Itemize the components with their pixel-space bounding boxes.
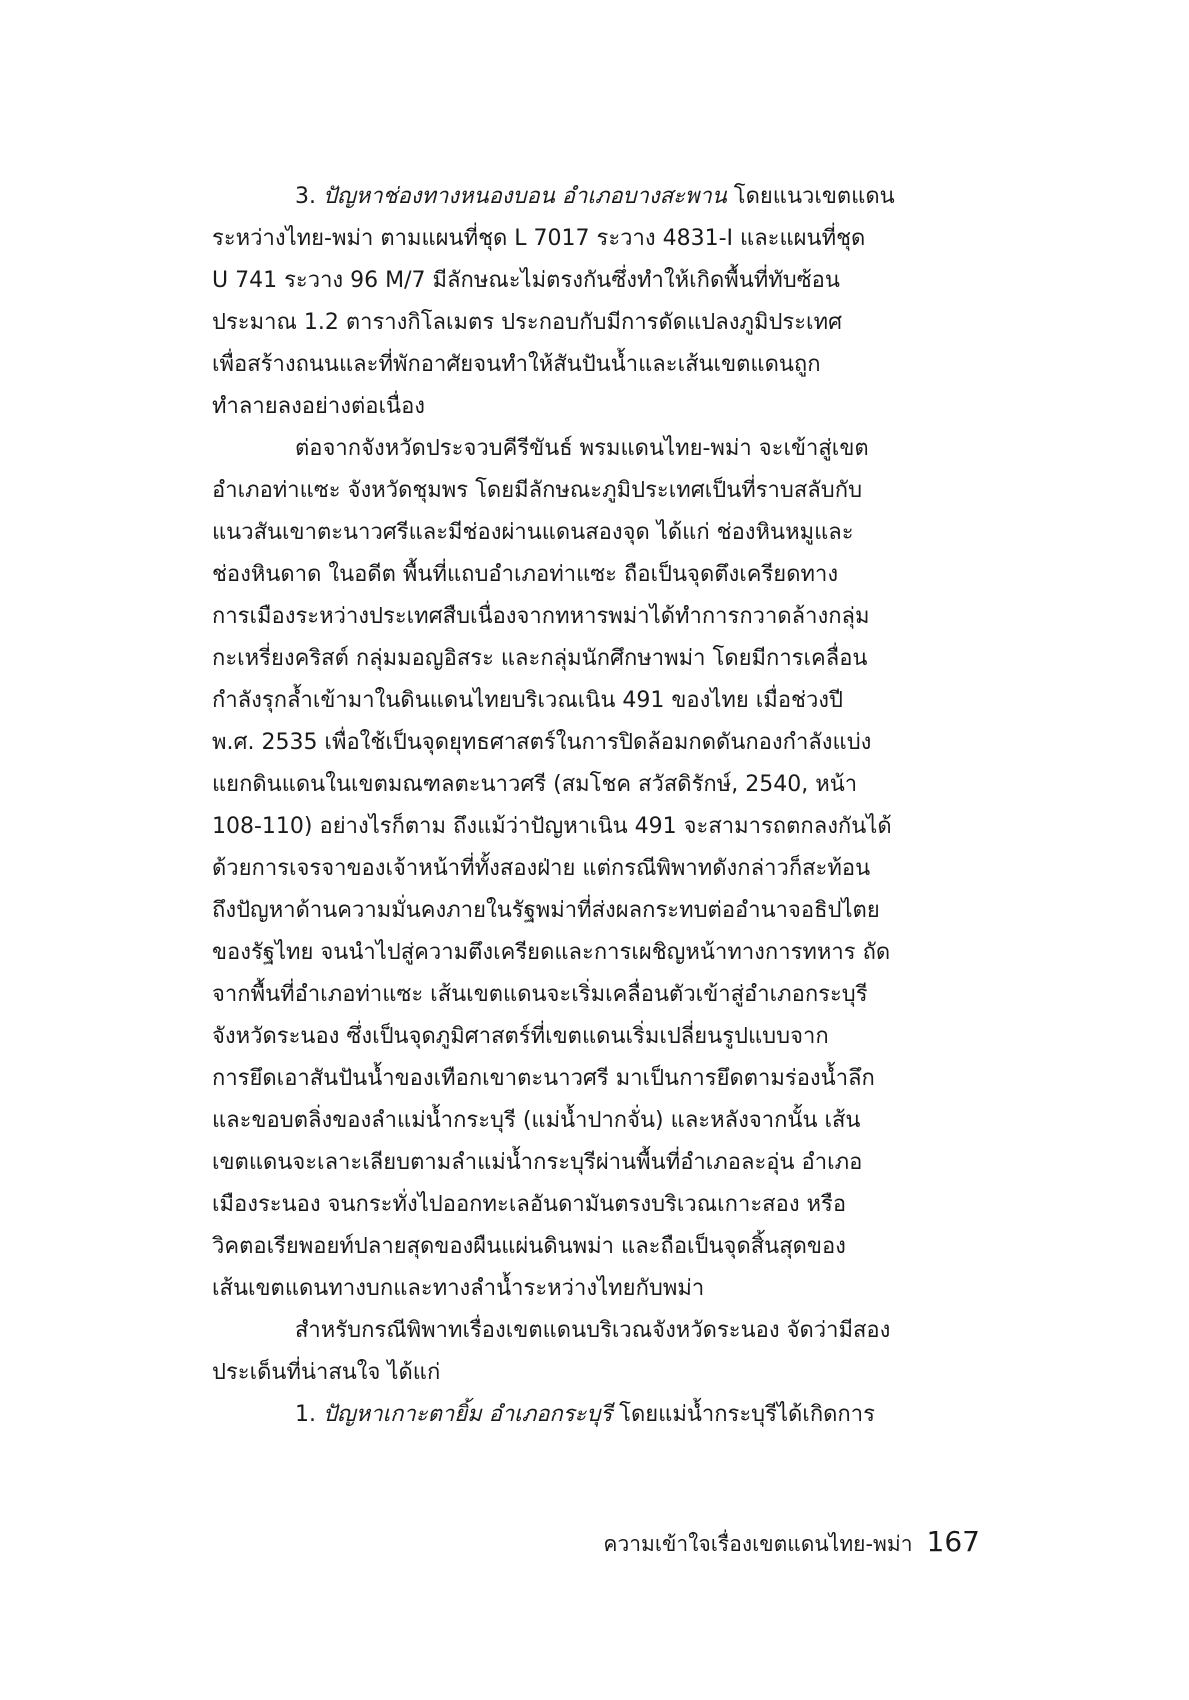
paragraph-2-line-8: พ.ศ. 2535 เพื่อใช้เป็นจุดยุทธศาสตร์ในการปิดล้อมกดดันกองกำลังแบ่ง [212, 730, 872, 755]
section-heading-italic: ปัญหาเกาะตายิ้ม อำเภอกระบุรี [323, 1402, 613, 1427]
body-text [212, 176, 980, 1436]
paragraph-2-line-15: จังหวัดระนอง ซึ่งเป็นจุดภูมิศาสตร์ที่เขตแดนเริ่มเปลี่ยนรูปแบบจาก [212, 1024, 829, 1049]
paragraph-2-line-20: วิคตอเรียพอยท์ปลายสุดของผืนแผ่นดินพม่า และถือเป็นจุดสิ้นสุดของ [212, 1234, 846, 1259]
list-number: 1. [295, 1402, 316, 1427]
paragraph-2-line-18: เขตแดนจะเลาะเลียบตามลำแม่น้ำกระบุรีผ่านพื้นที่อำเภอละอุ่น อำเภอ [212, 1150, 863, 1175]
paragraph-2-line-6: กะเหรี่ยงคริสต์ กลุ่มมอญอิสระ และกลุ่มนักศึกษาพม่า โดยมีการเคลื่อน [212, 646, 868, 671]
paragraph-2-line-1: ต่อจากจังหวัดประจวบคีรีขันธ์ พรมแดนไทย-พม่า จะเข้าสู่เขต [295, 436, 869, 461]
paragraph-2-line-16: การยึดเอาสันปันน้ำของเทือกเขาตะนาวศรี มาเป็นการยึดตามร่องน้ำลึก [212, 1066, 875, 1091]
paragraph-3-line-2: ประเด็นที่น่าสนใจ ได้แก่ [212, 1360, 441, 1385]
paragraph-2-line-3: แนวสันเขาตะนาวศรีและมีช่องผ่านแดนสองจุด ได้แก่ ช่องหินหมูและ [212, 520, 854, 545]
paragraph-2-line-13: ของรัฐไทย จนนำไปสู่ความตึงเครียดและการเผชิญหน้าทางการทหาร ถัด [212, 940, 891, 965]
running-title: ความเข้าใจเรื่องเขตแดนไทย-พม่า [603, 1532, 913, 1556]
paragraph-3-line-1: สำหรับกรณีพิพาทเรื่องเขตแดนบริเวณจังหวัดระนอง จัดว่ามีสอง [295, 1318, 891, 1343]
paragraph-1-line-2: ระหว่างไทย-พม่า ตามแผนที่ชุด L 7017 ระวาง 4831-I และแผนที่ชุด [212, 226, 866, 251]
page-footer [603, 1520, 980, 1564]
paragraph-2-line-21: เส้นเขตแดนทางบกและทางลำน้ำระหว่างไทยกับพม่า [212, 1276, 705, 1301]
paragraph-text: โดยแนวเขตแดน [733, 184, 895, 209]
paragraph-2-line-7: กำลังรุกล้ำเข้ามาในดินแดนไทยบริเวณเนิน 491 ของไทย เมื่อช่วงปี [212, 688, 844, 713]
paragraph-2-line-9: แยกดินแดนในเขตมณฑลตะนาวศรี (สมโชค สวัสดิรักษ์, 2540, หน้า [212, 772, 858, 797]
paragraph-1-line-1 [212, 176, 980, 218]
paragraph-2-line-14: จากพื้นที่อำเภอท่าแซะ เส้นเขตแดนจะเริ่มเคลื่อนตัวเข้าสู่อำเภอกระบุรี [212, 982, 868, 1007]
paragraph-1-line-6: ทำลายลงอย่างต่อเนื่อง [212, 394, 426, 419]
paragraph-2-line-12: ถึงปัญหาด้านความมั่นคงภายในรัฐพม่าที่ส่งผลกระทบต่ออำนาจอธิปไตย [212, 898, 880, 923]
paragraph-1-line-4: ประมาณ 1.2 ตารางกิโลเมตร ประกอบกับมีการดัดแปลงภูมิประเทศ [212, 310, 843, 335]
paragraph-2-line-4: ช่องหินดาด ในอดีต พื้นที่แถบอำเภอท่าแซะ ถือเป็นจุดตึงเครียดทาง [212, 562, 839, 587]
paragraph-1-line-3: U 741 ระวาง 96 M/7 มีลักษณะไม่ตรงกันซึ่งทำให้เกิดพื้นที่ทับซ้อน [212, 268, 840, 293]
paragraph-2-line-2: อำเภอท่าแซะ จังหวัดชุมพร โดยมีลักษณะภูมิประเทศเป็นที่ราบสลับกับ [212, 478, 863, 503]
paragraph-2-line-5: การเมืองระหว่างประเทศสืบเนื่องจากทหารพม่าได้ทำการกวาดล้างกลุ่ม [212, 604, 870, 629]
paragraph-2-line-10: 108-110) อย่างไรก็ตาม ถึงแม้ว่าปัญหาเนิน 491 จะสามารถตกลงกันได้ [212, 814, 892, 839]
paragraph-text: โดยแม่น้ำกระบุรีได้เกิดการ [619, 1402, 875, 1427]
paragraph-2-line-11: ด้วยการเจรจาของเจ้าหน้าที่ทั้งสองฝ่าย แต่กรณีพิพาทดังกล่าวก็สะท้อน [212, 856, 871, 881]
page-number: 167 [926, 1525, 980, 1558]
paragraph-4-line-1 [212, 1394, 980, 1436]
paragraph-1-line-5: เพื่อสร้างถนนและที่พักอาศัยจนทำให้สันปันน้ำและเส้นเขตแดนถูก [212, 352, 821, 377]
paragraph-2-line-17: และขอบตลิ่งของลำแม่น้ำกระบุรี (แม่น้ำปากจั่น) และหลังจากนั้น เส้น [212, 1108, 861, 1133]
section-heading-italic: ปัญหาช่องทางหนองบอน อำเภอบางสะพาน [323, 184, 727, 209]
list-number: 3. [295, 184, 316, 209]
paragraph-2-line-19: เมืองระนอง จนกระทั่งไปออกทะเลอันดามันตรงบริเวณเกาะสอง หรือ [212, 1192, 847, 1217]
